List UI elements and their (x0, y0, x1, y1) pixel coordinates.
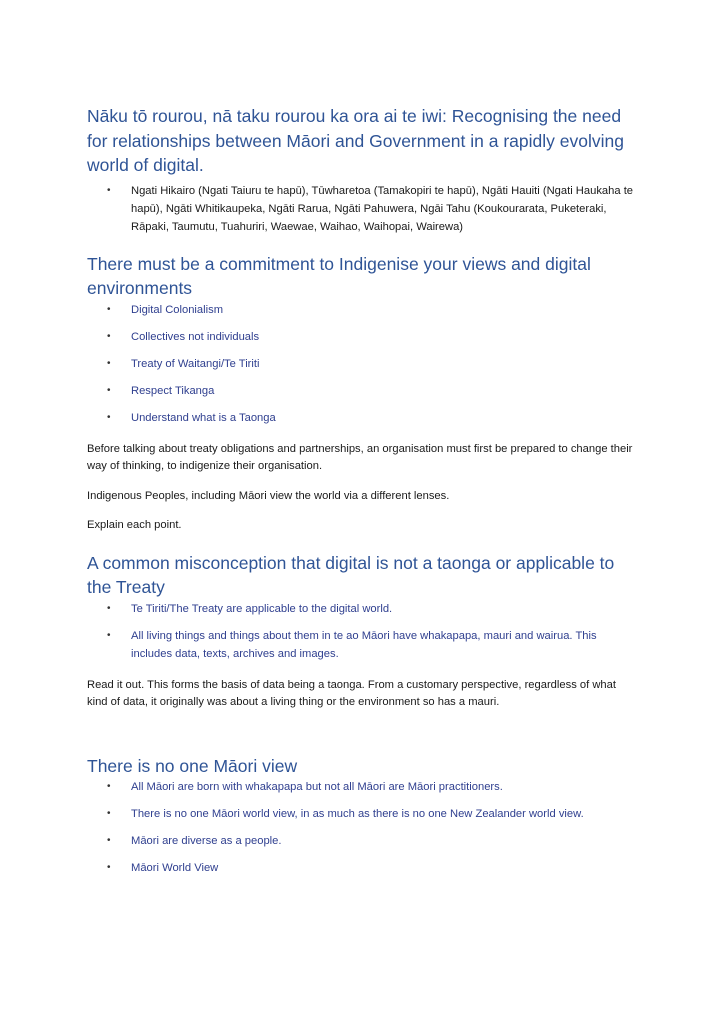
bullet-icon: • (107, 602, 111, 614)
list-item: • All living things and things about them in te ao Māori have whakapapa, mauri and wairua. This includes data, texts, archives and images. (87, 627, 637, 663)
list-item: • Te Tiriti/The Treaty are applicable to the digital world. (87, 600, 637, 618)
bullet-icon: • (107, 835, 111, 846)
list-item: • There is no one Māori world view, in as much as there is no one New Zealander world view. (87, 805, 637, 823)
bullet-icon: • (107, 184, 111, 196)
body-paragraph: Read it out. This forms the basis of data being a taonga. From a customary perspective, regardless of what kind of data, it originally was about a living thing or the environment so has a mauri. (87, 678, 616, 708)
bullet-icon: • (107, 357, 111, 369)
bullet-list (87, 182, 637, 236)
section-heading: A common misconception that digital is not a taonga or applicable to the Treaty (87, 552, 615, 597)
section-misconception (87, 551, 637, 712)
bullet-icon: • (107, 303, 111, 315)
bullet-icon: • (107, 808, 111, 819)
list-item: • Understand what is a Taonga (87, 409, 637, 427)
section-indigenise (87, 252, 637, 535)
bullet-icon: • (107, 862, 111, 873)
list-item: • Māori World View (87, 859, 637, 877)
body-paragraph: Indigenous Peoples, including Māori view the world via a different lenses. (87, 489, 450, 502)
section-intro (87, 104, 637, 236)
section-heading: Nāku tō rourou, nā taku rourou ka ora ai te iwi: Recognising the need for relationships between Māori and Government in a rapidly evolving world of digital. (87, 106, 624, 175)
bullet-icon: • (107, 330, 111, 342)
bullet-icon: • (107, 629, 111, 641)
bullet-icon: • (107, 384, 111, 396)
section-heading: There is no one Māori view (87, 755, 298, 776)
bullet-list (87, 301, 637, 427)
list-item: • Collectives not individuals (87, 328, 637, 346)
list-item: • All Māori are born with whakapapa but not all Māori are Māori practitioners. (87, 778, 637, 796)
list-item: • Respect Tikanga (87, 382, 637, 400)
list-item: • Treaty of Waitangi/Te Tiriti (87, 355, 637, 373)
section-no-one-view (87, 754, 637, 878)
document-content (87, 104, 637, 877)
bullet-list (87, 600, 637, 663)
body-paragraph: Before talking about treaty obligations and partnerships, an organisation must first be prepared to change their way of thinking, to indigenize their organisation. (87, 442, 633, 472)
body-paragraph: Explain each point. (87, 519, 182, 531)
bullet-icon: • (107, 781, 111, 792)
bullet-icon: • (107, 411, 111, 423)
bullet-list (87, 778, 637, 877)
list-item: • Ngati Hikairo (Ngati Taiuru te hapū), Tūwharetoa (Tamakopiri te hapū), Ngāti Hauiti (Ngati Haukaha te hapū), Ngāti Whitikaupeka, Ngāti Rarua, Ngāti Pahuwera, Ngāi Tahu (Koukourarata, Puketeraki, Rāpaki, Taumutu, Tuahuriri, Waewae, Waihao, Waihopai, Wairewa) (87, 182, 637, 236)
section-heading: There must be a commitment to Indigenise your views and digital environments (87, 253, 591, 298)
list-item: • Digital Colonialism (87, 301, 637, 319)
list-item: • Māori are diverse as a people. (87, 832, 637, 850)
